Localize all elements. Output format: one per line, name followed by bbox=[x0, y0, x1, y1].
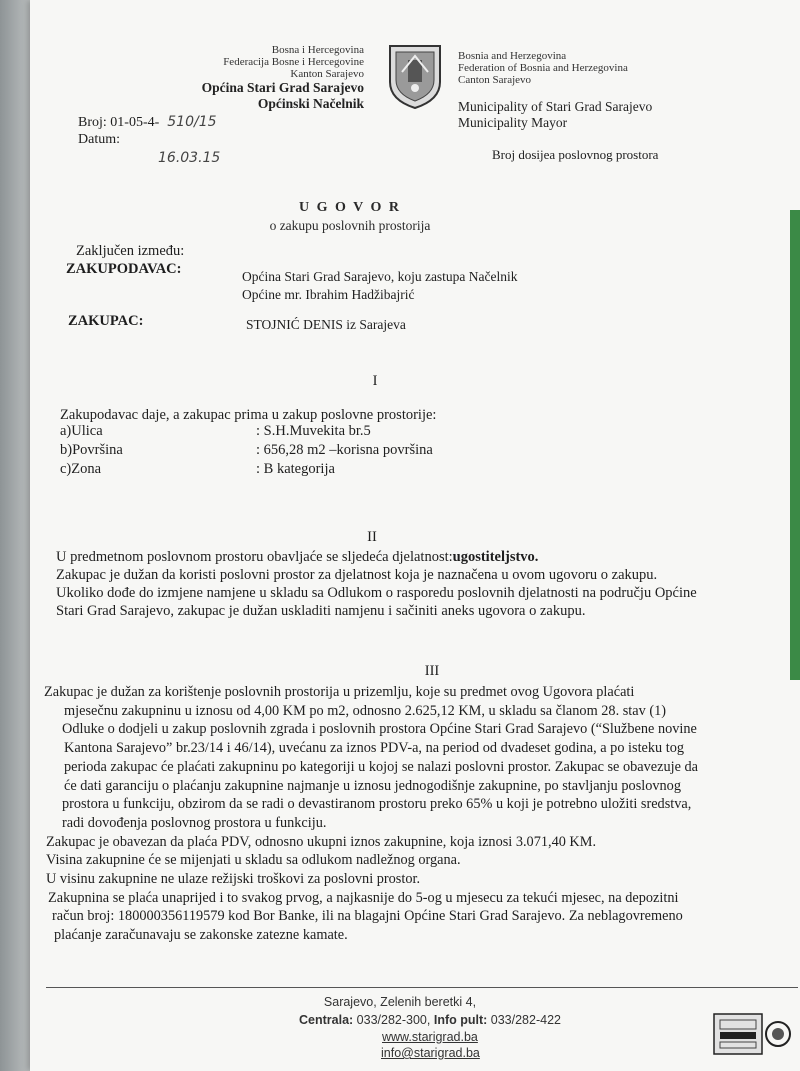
premises-label: b)Površina bbox=[60, 442, 123, 458]
section-3-line: Kantona Sarajevo” br.23/14 i 46/14), uvećanu za iznos PDV-a, na period od dvadeset godina, a po isteku tog bbox=[64, 740, 685, 757]
section-3-line: Zakupac je obavezan da plaća PDV, odnosno ukupni iznos zakupnine, koja iznosi 3.071,40 KM. bbox=[46, 833, 597, 850]
header-right-office bbox=[458, 99, 652, 131]
section-3-line: Odluke o dodjeli u zakup poslovnih zgrada i poslovnih prostora Općine Stari Grad Sarajevo (“Službene novine bbox=[62, 721, 697, 738]
section-2-line: Stari Grad Sarajevo, zakupac je dužan uskladiti namjenu i sačiniti aneks ugovora o zakupu. bbox=[56, 603, 586, 619]
header-right-block bbox=[458, 50, 628, 86]
broj-label: Broj: 01-05-4- bbox=[78, 115, 160, 130]
premises-label: c)Zona bbox=[60, 461, 102, 477]
section-2-line: Ukoliko dođe do izmjene namjene u skladu sa Odlukom o rasporedu poslovnih djelatnosti na području Općine bbox=[56, 585, 697, 601]
header-left-block bbox=[223, 44, 364, 80]
section-3-line: prostora u funkciju, obzirom da se radi o devastiranom prostoru preko 65% u koji je potrebno uložiti sredstva, bbox=[62, 796, 692, 813]
parties-intro: Zaključen između: bbox=[76, 243, 185, 259]
header-left-office bbox=[202, 80, 364, 112]
premises-value: : B kategorija bbox=[256, 461, 335, 477]
section-3-line: Visina zakupnine će se mijenjati u skladu sa odlukom nadležnog organa. bbox=[46, 852, 461, 869]
municipality-title: Municipality Mayor bbox=[458, 115, 568, 130]
premises-value: : S.H.Muvekita br.5 bbox=[256, 423, 371, 439]
footer-address: Sarajevo, Zelenih beretki 4, bbox=[323, 995, 477, 1009]
section-3-line: Zakupnina se plaća unaprijed i to svakog prvog, a najkasnije do 5-og u mjesecu za tekući mjesec, na depozitni bbox=[48, 889, 679, 906]
info-label: Info pult: bbox=[433, 1013, 488, 1027]
centrala-label: Centrala: bbox=[299, 1013, 354, 1027]
section-3-line: perioda zakupac će plaćati zakupninu po kategoriji u kojoj se nalazi poslovni prostor. Zakupac se obavezuje da bbox=[64, 758, 698, 775]
header-right-line: Bosnia and Herzegovina bbox=[458, 50, 567, 62]
section-1-intro: Zakupodavac daje, a zakupac prima u zakup poslovne prostorije: bbox=[60, 407, 437, 423]
section-3-line: U visinu zakupnine ne ulaze režijski troškovi za poslovni prostor. bbox=[46, 871, 421, 888]
section-3-line: račun broj: 180000356119579 kod Bor Banke, ili na blagajni Općine Stari Grad Sarajevo. Za neblagovremeno bbox=[52, 908, 683, 925]
premises-row bbox=[60, 460, 480, 479]
footer-email[interactable]: info@starigrad.ba bbox=[381, 1046, 480, 1060]
datum-label: Datum: bbox=[78, 132, 120, 147]
datum-handwritten: 16.03.15 bbox=[158, 150, 221, 166]
activity-value: ugostiteljstvo. bbox=[452, 549, 539, 565]
premises-row bbox=[60, 441, 480, 460]
footer-website[interactable]: www.starigrad.ba bbox=[382, 1030, 478, 1044]
office-name: Općina Stari Grad Sarajevo bbox=[201, 80, 364, 95]
contract-subtitle: o zakupu poslovnih prostorija bbox=[269, 218, 431, 233]
section-3-line: mjesečnu zakupninu u iznosu od 4,00 KM po m2, odnosno 2.625,12 KM, u skladu sa članom 28. stav (1) bbox=[64, 702, 666, 719]
zakupodavac-line: Općina Stari Grad Sarajevo, koju zastupa Načelnik bbox=[242, 269, 518, 284]
municipality-name: Municipality of Stari Grad Sarajevo bbox=[458, 99, 653, 114]
section-3-line: plaćanje zaračunavaju se zakonske zatezne kamate. bbox=[54, 927, 348, 944]
section-1-numeral: I bbox=[372, 373, 378, 389]
contract-title: U G O V O R bbox=[299, 200, 401, 215]
premises-label: a)Ulica bbox=[60, 423, 103, 439]
zakupodavac-details bbox=[242, 268, 518, 304]
header-left-line: Federacija Bosne i Hercegovine bbox=[223, 56, 364, 68]
premises-row bbox=[60, 422, 480, 441]
zakupodavac-line: Općine mr. Ibrahim Hadžibajrić bbox=[242, 287, 415, 302]
section-2-body bbox=[56, 548, 796, 620]
office-title: Općinski Načelnik bbox=[257, 96, 364, 111]
zakupac-label: ZAKUPAC: bbox=[68, 313, 144, 329]
premises-value: : 656,28 m2 –korisna površina bbox=[256, 442, 433, 458]
premises-table bbox=[60, 422, 480, 479]
zakupac-value: STOJNIĆ DENIS iz Sarajeva bbox=[246, 317, 406, 332]
broj-handwritten: 510/15 bbox=[167, 114, 217, 130]
certification-stamp-icon bbox=[712, 1012, 792, 1061]
header-left-line: Kanton Sarajevo bbox=[290, 68, 364, 80]
centrala-value: 033/282-300, bbox=[356, 1013, 431, 1027]
section-3-line: radi dovođenja poslovnog prostora u funkciju. bbox=[62, 814, 327, 831]
section-2-numeral: II bbox=[367, 529, 377, 545]
section-3-body bbox=[44, 683, 798, 945]
activity-text: U predmetnom poslovnom prostoru obavljaće se sljedeća djelatnost: bbox=[56, 549, 453, 565]
municipality-crest-icon bbox=[386, 42, 444, 110]
section-2-line bbox=[56, 548, 796, 566]
section-3-line: će dati garanciju o plaćanju zakupnine najmanje u iznosu jednogodišnje zakupnine, po stavljanju poslovnog bbox=[64, 777, 681, 794]
footer-divider bbox=[46, 987, 798, 988]
info-value: 033/282-422 bbox=[490, 1013, 561, 1027]
reference-block bbox=[78, 114, 217, 148]
footer-phones bbox=[260, 1013, 600, 1027]
header-left-line: Bosna i Hercegovina bbox=[271, 44, 364, 56]
header-right-line: Federation of Bosnia and Herzegovina bbox=[458, 62, 628, 74]
section-2-line: Zakupac je dužan da koristi poslovni prostor za djelatnost koja je naznačena u ovom ugovoru o zakupu. bbox=[56, 567, 658, 583]
dosije-label: Broj dosijea poslovnog prostora bbox=[492, 147, 659, 162]
zakupodavac-label: ZAKUPODAVAC: bbox=[66, 261, 182, 277]
section-3-line: Zakupac je dužan za korištenje poslovnih prostorija u prizemlju, koje su predmet ovog Ugovora plaćati bbox=[44, 684, 635, 700]
header-right-line: Canton Sarajevo bbox=[458, 74, 532, 86]
section-3-numeral: III bbox=[424, 663, 440, 679]
